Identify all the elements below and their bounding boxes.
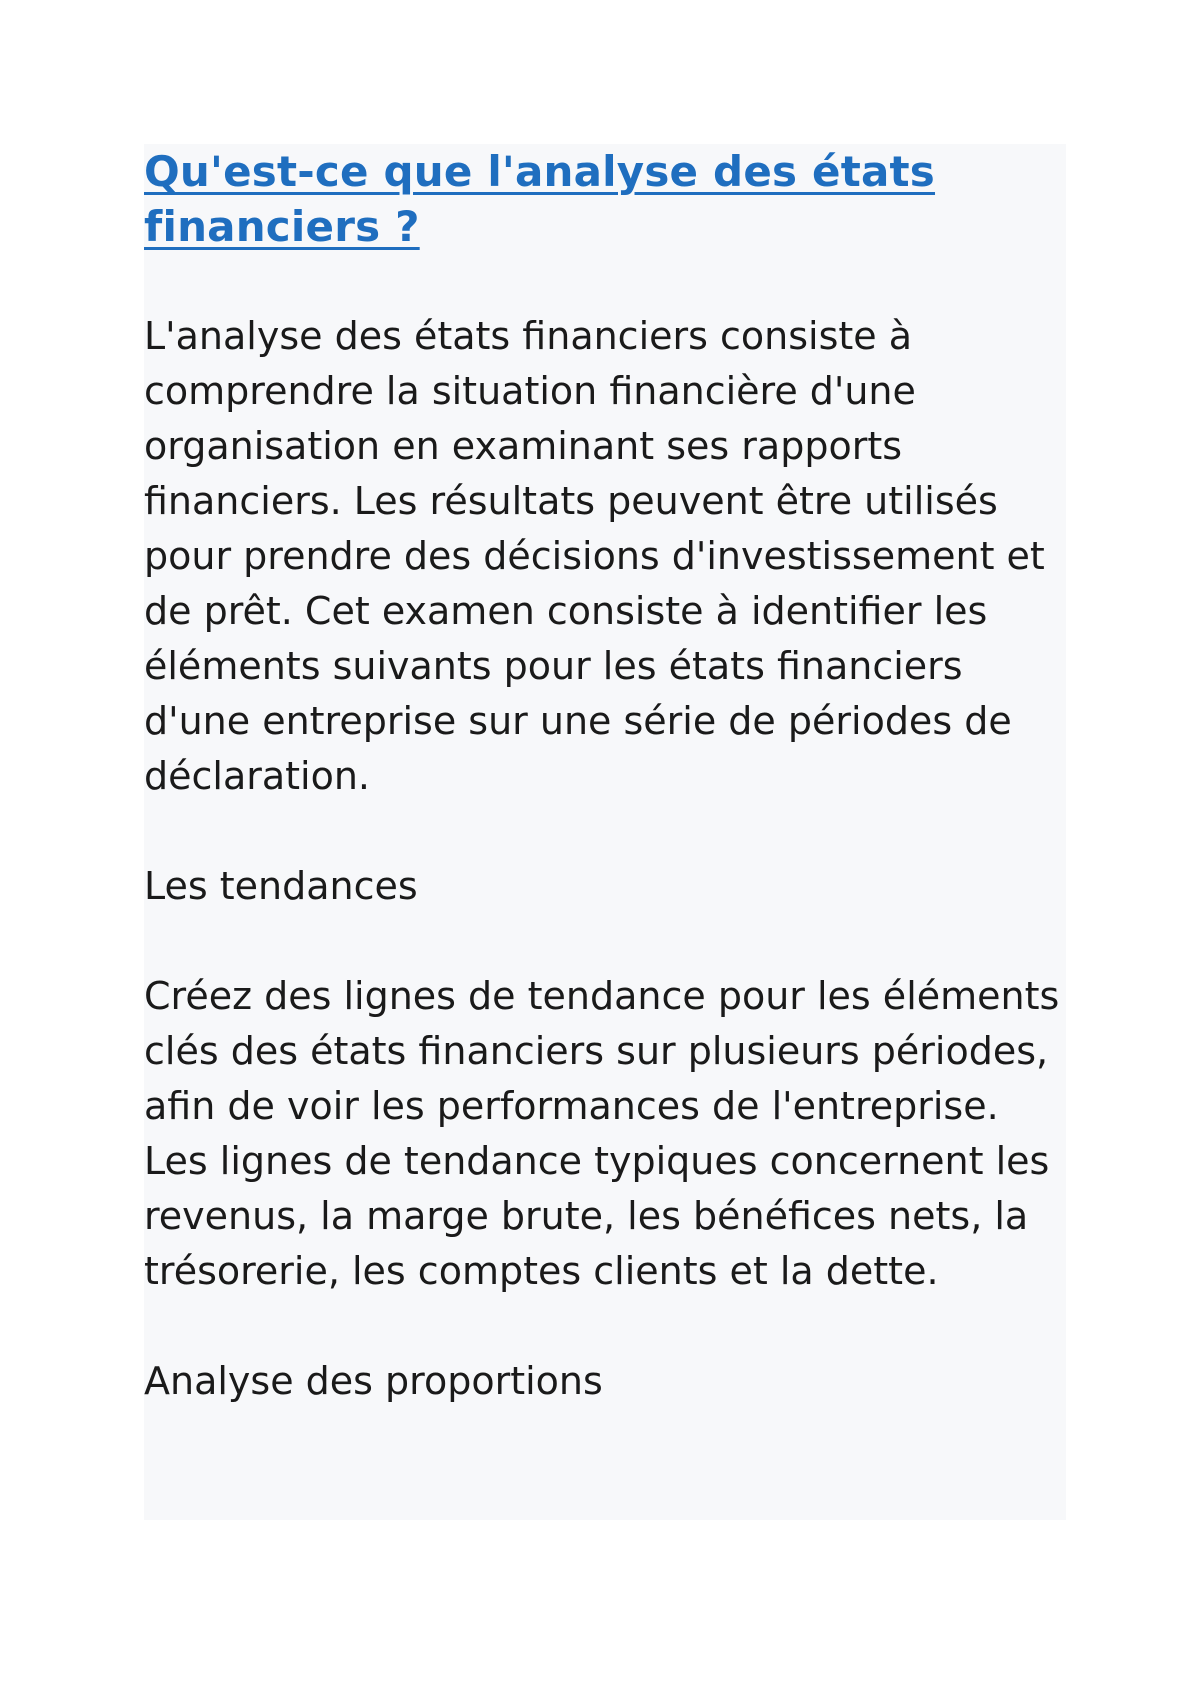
intro-paragraph: L'analyse des états financiers consiste à comprendre la situation financière d'une organisation en examinant ses rapports financiers. Les résultats peuvent être utilisés pour prendre des décisions d'investissement et de prêt. Cet examen consiste à identifier les éléments suivants pour les états financiers d'une entreprise sur une série de périodes de déclaration.: [144, 314, 1045, 798]
spacer: [144, 1299, 1066, 1354]
spacer: [144, 254, 1066, 309]
spacer: [144, 804, 1066, 859]
spacer: [144, 914, 1066, 969]
ratios-heading: Analyse des proportions: [144, 1359, 603, 1403]
content-block: [144, 144, 1066, 1520]
title-link[interactable]: Qu'est-ce que l'analyse des états financiers ?: [144, 147, 936, 251]
trends-heading: Les tendances: [144, 864, 418, 908]
trends-paragraph: Créez des lignes de tendance pour les éléments clés des états financiers sur plusieurs périodes, afin de voir les performances de l'entreprise. Les lignes de tendance typiques concernent les revenus, la marge brute, les bénéfices nets, la trésorerie, les comptes clients et la dette.: [144, 974, 1060, 1293]
